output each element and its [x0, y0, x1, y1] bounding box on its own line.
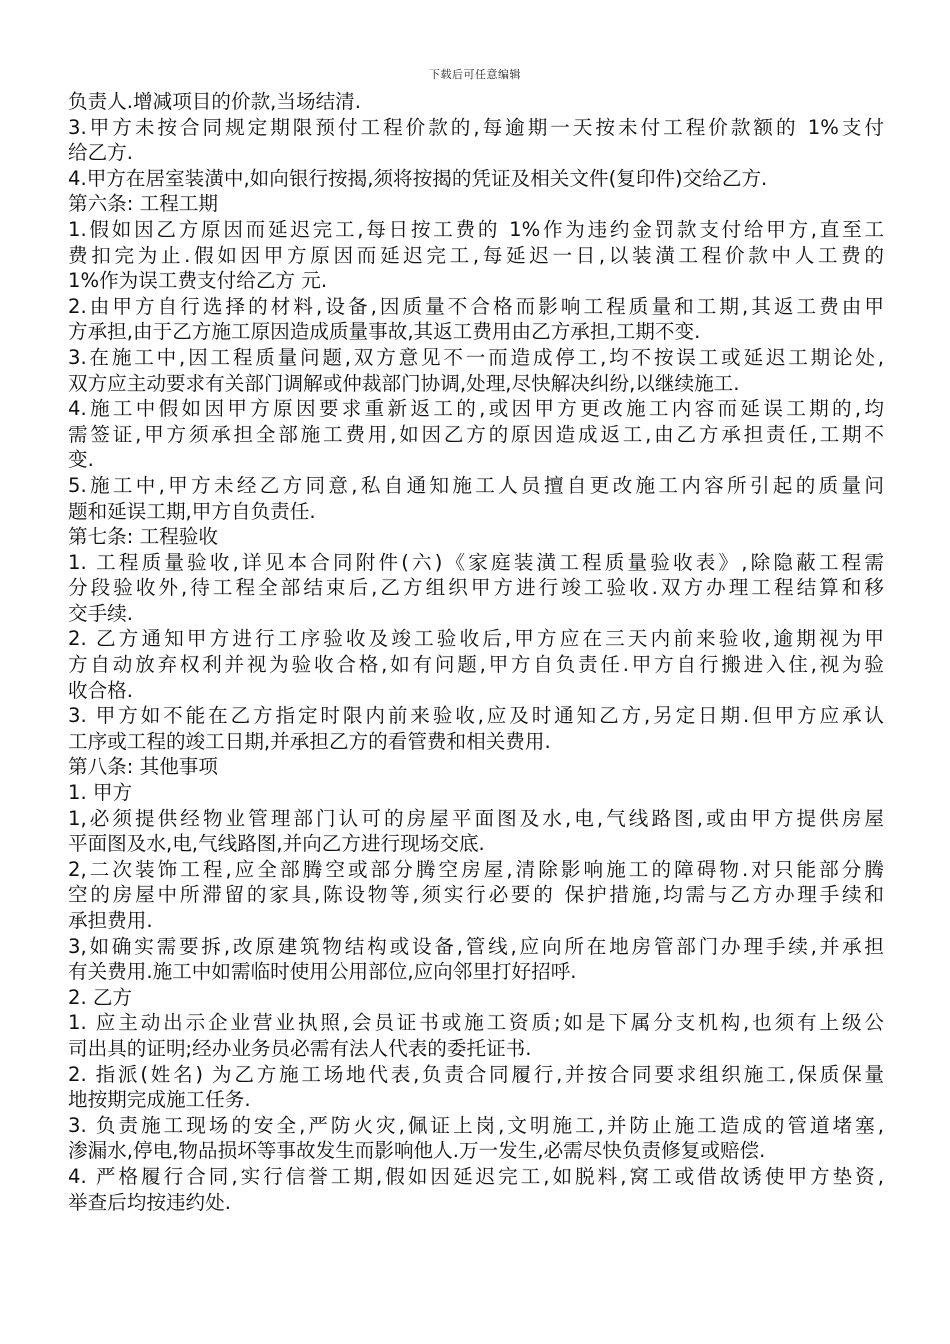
- text-line: 3,如确实需要拆,改原建筑物结构或设备,管线,应向所在地房管部门办理手续,并承担: [68, 934, 884, 958]
- text-line: 司出具的证明;经办业务员必需有法人代表的委托证书.: [68, 1036, 532, 1060]
- text-line: 2. 乙方: [68, 985, 133, 1009]
- text-line: 方承担,由于乙方施工原因造成质量事故,其返工费用由乙方承担,工期不变.: [68, 320, 701, 344]
- text-line: 分段验收外,待工程全部结束后,乙方组织甲方进行竣工验收.双方办理工程结算和移: [68, 576, 884, 600]
- text-line: 2.由甲方自行选择的材料,设备,因质量不合格而影响工程质量和工期,其返工费由甲: [68, 294, 884, 318]
- text-line: 费扣完为止.假如因甲方原因而延迟完工,每延迟一日,以装潢工程价款中人工费的: [68, 243, 884, 267]
- text-line: 1. 甲方: [68, 781, 133, 805]
- text-line: 3. 负责施工现场的安全,严防火灾,佩证上岗,文明施工,并防止施工造成的管道堵塞,: [68, 1113, 884, 1137]
- text-line: 1,必须提供经物业管理部门认可的房屋平面图及水,电,气线路图,或由甲方提供房屋: [68, 806, 884, 830]
- text-line: 题和延误工期,甲方自负责任.: [68, 499, 316, 523]
- text-line: 4.甲方在居室装潢中,如向银行按揭,须将按揭的凭证及相关文件(复印件)交给乙方.: [68, 166, 768, 190]
- text-line: 第八条: 其他事项: [68, 755, 218, 779]
- text-line: 空的房屋中所滞留的家具,陈设物等,须实行必要的 保护措施,均需与乙方办理手续和: [68, 883, 884, 907]
- text-line: 1%作为误工费支付给乙方 元.: [68, 269, 328, 293]
- text-line: 1. 工程质量验收,详见本合同附件(六)《家庭装潢工程质量验收表》,除隐蔽工程需: [68, 550, 884, 574]
- text-line: 交手续.: [68, 601, 134, 625]
- text-line: 1.假如因乙方原因而延迟完工,每日按工费的 1%作为违约金罚款支付给甲方,直至工: [68, 217, 884, 241]
- text-line: 平面图及水,电,气线路图,并向乙方进行现场交底.: [68, 832, 485, 856]
- text-line: 第七条: 工程验收: [68, 525, 218, 549]
- text-line: 渗漏水,停电,物品损坏等事故发生而影响他人.万一发生,必需尽快负责修复或赔偿.: [68, 1139, 766, 1163]
- page-header-note: 下载后可任意编辑: [429, 68, 521, 81]
- document-body: [68, 89, 884, 1215]
- text-line: 3.在施工中,因工程质量问题,双方意见不一而造成停工,均不按误工或延迟工期论处,: [68, 345, 884, 369]
- text-line: 负责人.增减项目的价款,当场结清.: [68, 90, 361, 113]
- text-line: 举查后均按违约处.: [68, 1190, 231, 1214]
- text-line: 工序或工程的竣工日期,并承担乙方的看管费和相关费用.: [68, 729, 551, 753]
- text-line: 地按期完成施工任务.: [68, 1088, 251, 1112]
- text-line: 2. 乙方通知甲方进行工序验收及竣工验收后,甲方应在三天内前来验收,逾期视为甲: [68, 627, 884, 651]
- text-line: 有关费用.施工中如需临时使用公用部位,应向邻里打好招呼.: [68, 960, 577, 984]
- text-line: 2. 指派(姓名) 为乙方施工场地代表,负责合同履行,并按合同要求组织施工,保质保量: [68, 1062, 884, 1086]
- text-line: 方自动放弃权利并视为验收合格,如有问题,甲方自负责任.甲方自行搬进入住,视为验: [68, 653, 884, 677]
- text-line: 双方应主动要求有关部门调解或仲裁部门协调,处理,尽快解决纠纷,以继续施工.: [68, 371, 740, 395]
- text-line: 5.施工中,甲方未经乙方同意,私自通知施工人员擅自更改施工内容所引起的质量问: [68, 473, 884, 497]
- text-line: 需签证,甲方须承担全部施工费用,如因乙方的原因造成返工,由乙方承担责任,工期不: [68, 422, 884, 446]
- text-line: 4.施工中假如因甲方原因要求重新返工的,或因甲方更改施工内容而延误工期的,均: [68, 397, 884, 421]
- text-line: 承担费用.: [68, 909, 153, 932]
- text-line: 变.: [68, 448, 94, 472]
- text-line: 收合格.: [68, 678, 134, 702]
- text-line: 2,二次装饰工程,应全部腾空或部分腾空房屋,清除影响施工的障碍物.对只能部分腾: [68, 857, 884, 881]
- text-line: 给乙方.: [68, 141, 134, 165]
- text-line: 4. 严格履行合同,实行信誉工期,假如因延迟完工,如脱料,窝工或借故诱使甲方垫资,: [68, 1164, 884, 1188]
- text-line: 第六条: 工程工期: [68, 192, 218, 216]
- text-line: 3. 甲方如不能在乙方指定时限内前来验收,应及时通知乙方,另定日期.但甲方应承认: [68, 704, 884, 728]
- text-line: 3.甲方未按合同规定期限预付工程价款的,每逾期一天按未付工程价款额的 1%支付: [68, 115, 884, 139]
- text-line: 1. 应主动出示企业营业执照,会员证书或施工资质;如是下属分支机构,也须有上级公: [68, 1011, 884, 1035]
